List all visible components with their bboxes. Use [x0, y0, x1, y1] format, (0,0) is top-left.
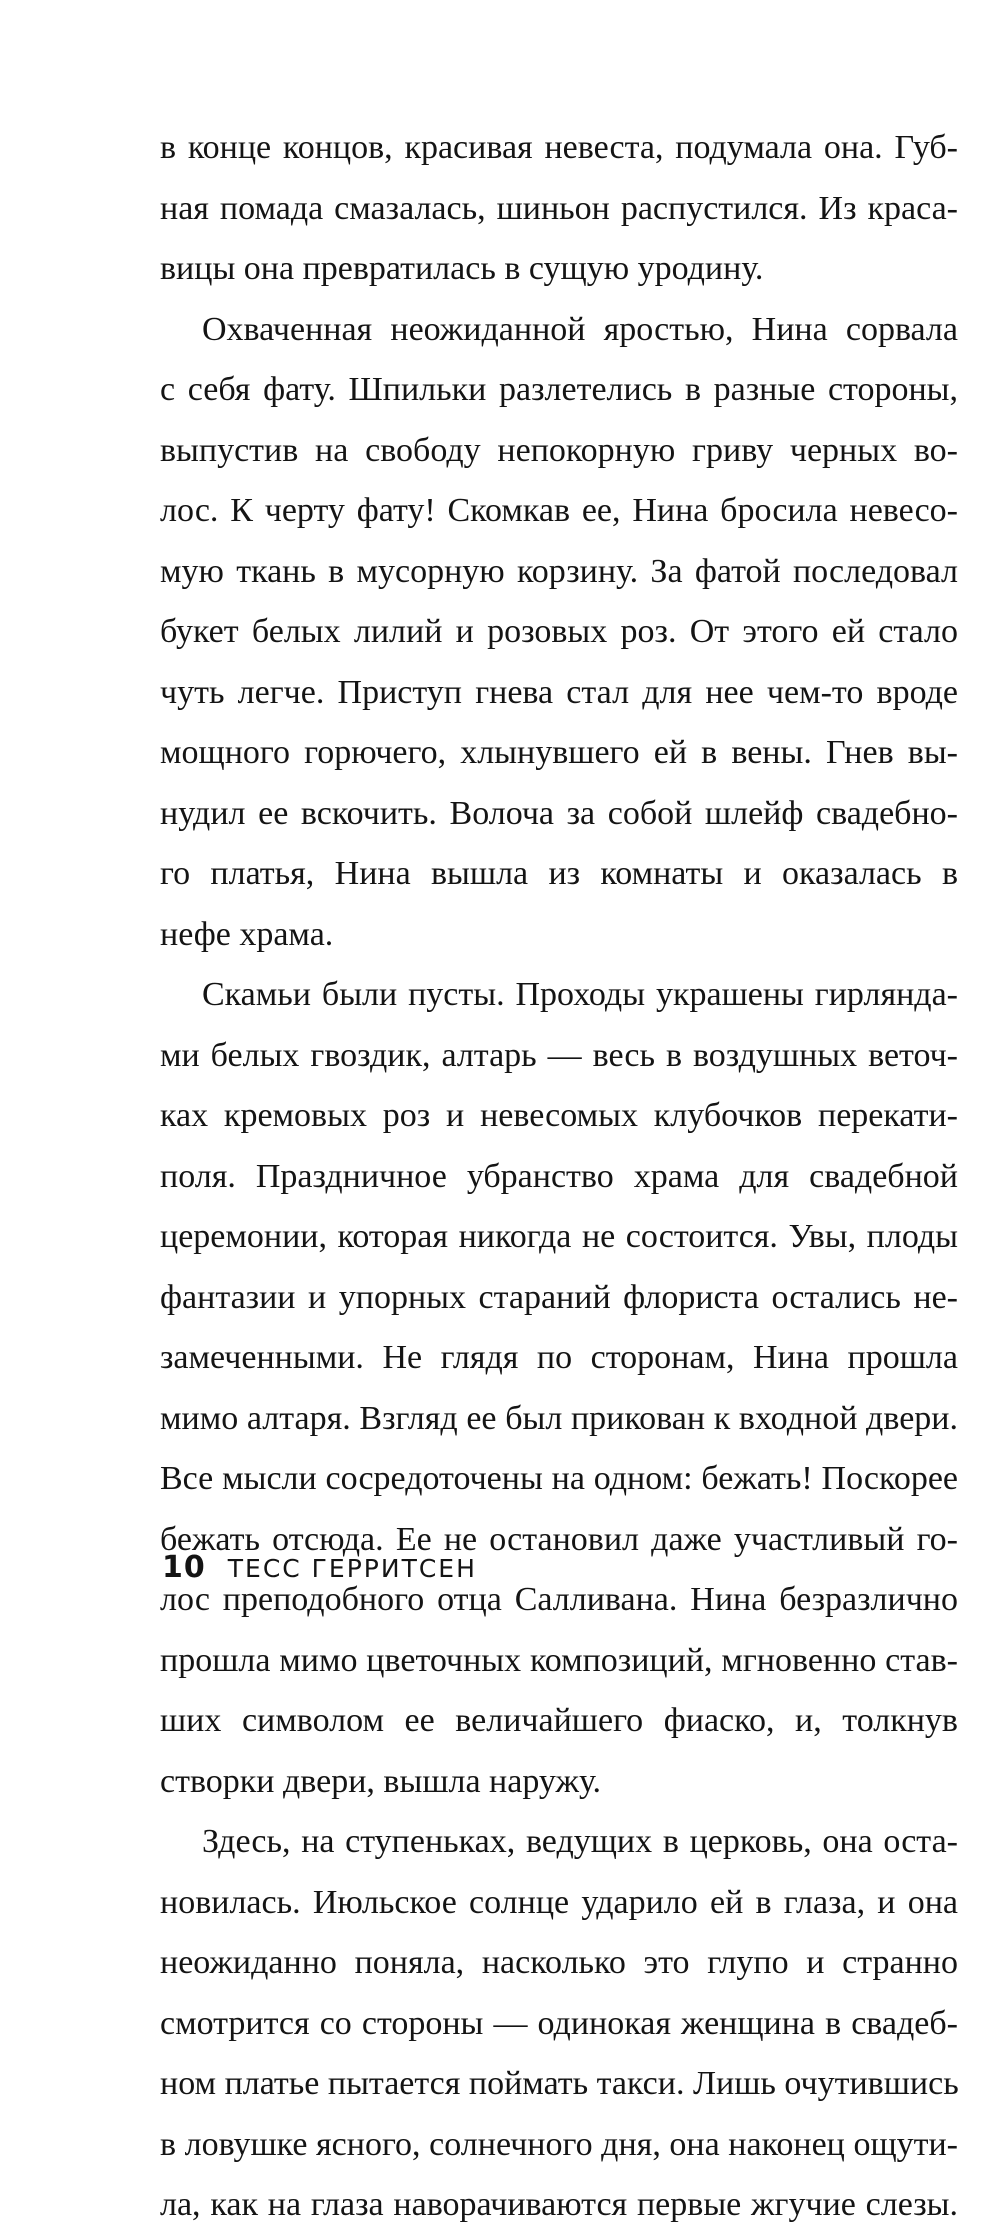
page-number: 10 [162, 1550, 206, 1585]
text-line: замеченными. Не глядя по сторонам, Нина прошла [160, 1339, 958, 1376]
text-line: прошла мимо цветочных композиций, мгновенно став- [160, 1641, 958, 1679]
page-footer [162, 1548, 477, 1588]
text-line: ми белых гвоздик, алтарь — весь в воздушных веточ- [160, 1036, 958, 1074]
text-line: ках кремовых роз и невесомых клубочков перекати- [160, 1097, 958, 1134]
text-line: церемонии, которая никогда не состоится. Увы, плоды [160, 1218, 958, 1255]
paragraph-2 [160, 300, 958, 966]
text-line: с себя фату. Шпильки разлетелись в разные стороны, [160, 371, 958, 408]
text-line: Охваченная неожиданной яростью, Нина сорвала [202, 310, 958, 348]
text-line: поля. Праздничное убранство храма для свадебной [160, 1157, 958, 1195]
text-line: мую ткань в мусорную корзину. За фатой последовал [160, 552, 958, 590]
text-line: ном платье пытается поймать такси. Лишь очутившись [160, 2065, 959, 2102]
text-line: букет белых лилий и розовых роз. От этого ей стало [160, 613, 958, 650]
text-line: мимо алтаря. Взгляд ее был прикован к входной двери. [160, 1399, 958, 1437]
text-line: ная помада смазалась, шиньон распустился. Из краса- [160, 189, 958, 227]
text-line: неожиданно поняла, насколько это глупо и странно [160, 1944, 958, 1981]
text-line: нудил ее вскочить. Волоча за собой шлейф свадебно- [160, 794, 958, 832]
text-line: фантазии и упорных стараний флориста остались не- [160, 1278, 958, 1316]
paragraph-3 [160, 965, 958, 1812]
text-line: Скамьи были пусты. Проходы украшены гирлянда- [202, 976, 958, 1013]
text-line: ла, как на глаза наворачиваются первые жгучие слезы. [160, 2186, 958, 2223]
text-line: Все мысли сосредоточены на одном: бежать! Поскорее [160, 1460, 958, 1497]
paragraph-1 [160, 118, 958, 300]
text-line: выпустив на свободу непокорную гриву черных во- [160, 431, 958, 469]
text-line: Здесь, на ступеньках, ведущих в церковь, она оста- [202, 1823, 958, 1860]
text-line: нефе храма. [160, 915, 334, 953]
text-line: смотрится со стороны — одинокая женщина в свадеб- [160, 2004, 958, 2042]
text-line: бежать отсюда. Ее не остановил даже участливый го- [160, 1520, 958, 1558]
running-head-author: ТЕСС ГЕРРИТСЕН [227, 1554, 477, 1583]
text-line: чуть легче. Приступ гнева стал для нее чем-то вроде [160, 673, 958, 711]
text-line: вицы она превратилась в сущую уродину. [160, 250, 764, 287]
text-line: створки двери, вышла наружу. [160, 1762, 602, 1800]
text-line: новилась. Июльское солнце ударило ей в глаза, и она [160, 1883, 958, 1921]
text-line: в конце концов, красивая невеста, подумала она. Губ- [160, 129, 958, 166]
text-line: го платья, Нина вышла из комнаты и оказалась в [160, 855, 958, 892]
text-line: лос. К черту фату! Скомкав ее, Нина бросила невесо- [160, 492, 958, 529]
body-text [160, 118, 958, 2236]
text-line: в ловушке ясного, солнечного дня, она наконец ощути- [160, 2125, 958, 2163]
text-line: ших символом ее величайшего фиаско, и, толкнув [160, 1702, 958, 1739]
paragraph-4 [160, 1812, 958, 2236]
text-line: лос преподобного отца Салливана. Нина безразлично [160, 1581, 958, 1618]
text-line: мощного горючего, хлынувшего ей в вены. Гнев вы- [160, 734, 958, 771]
